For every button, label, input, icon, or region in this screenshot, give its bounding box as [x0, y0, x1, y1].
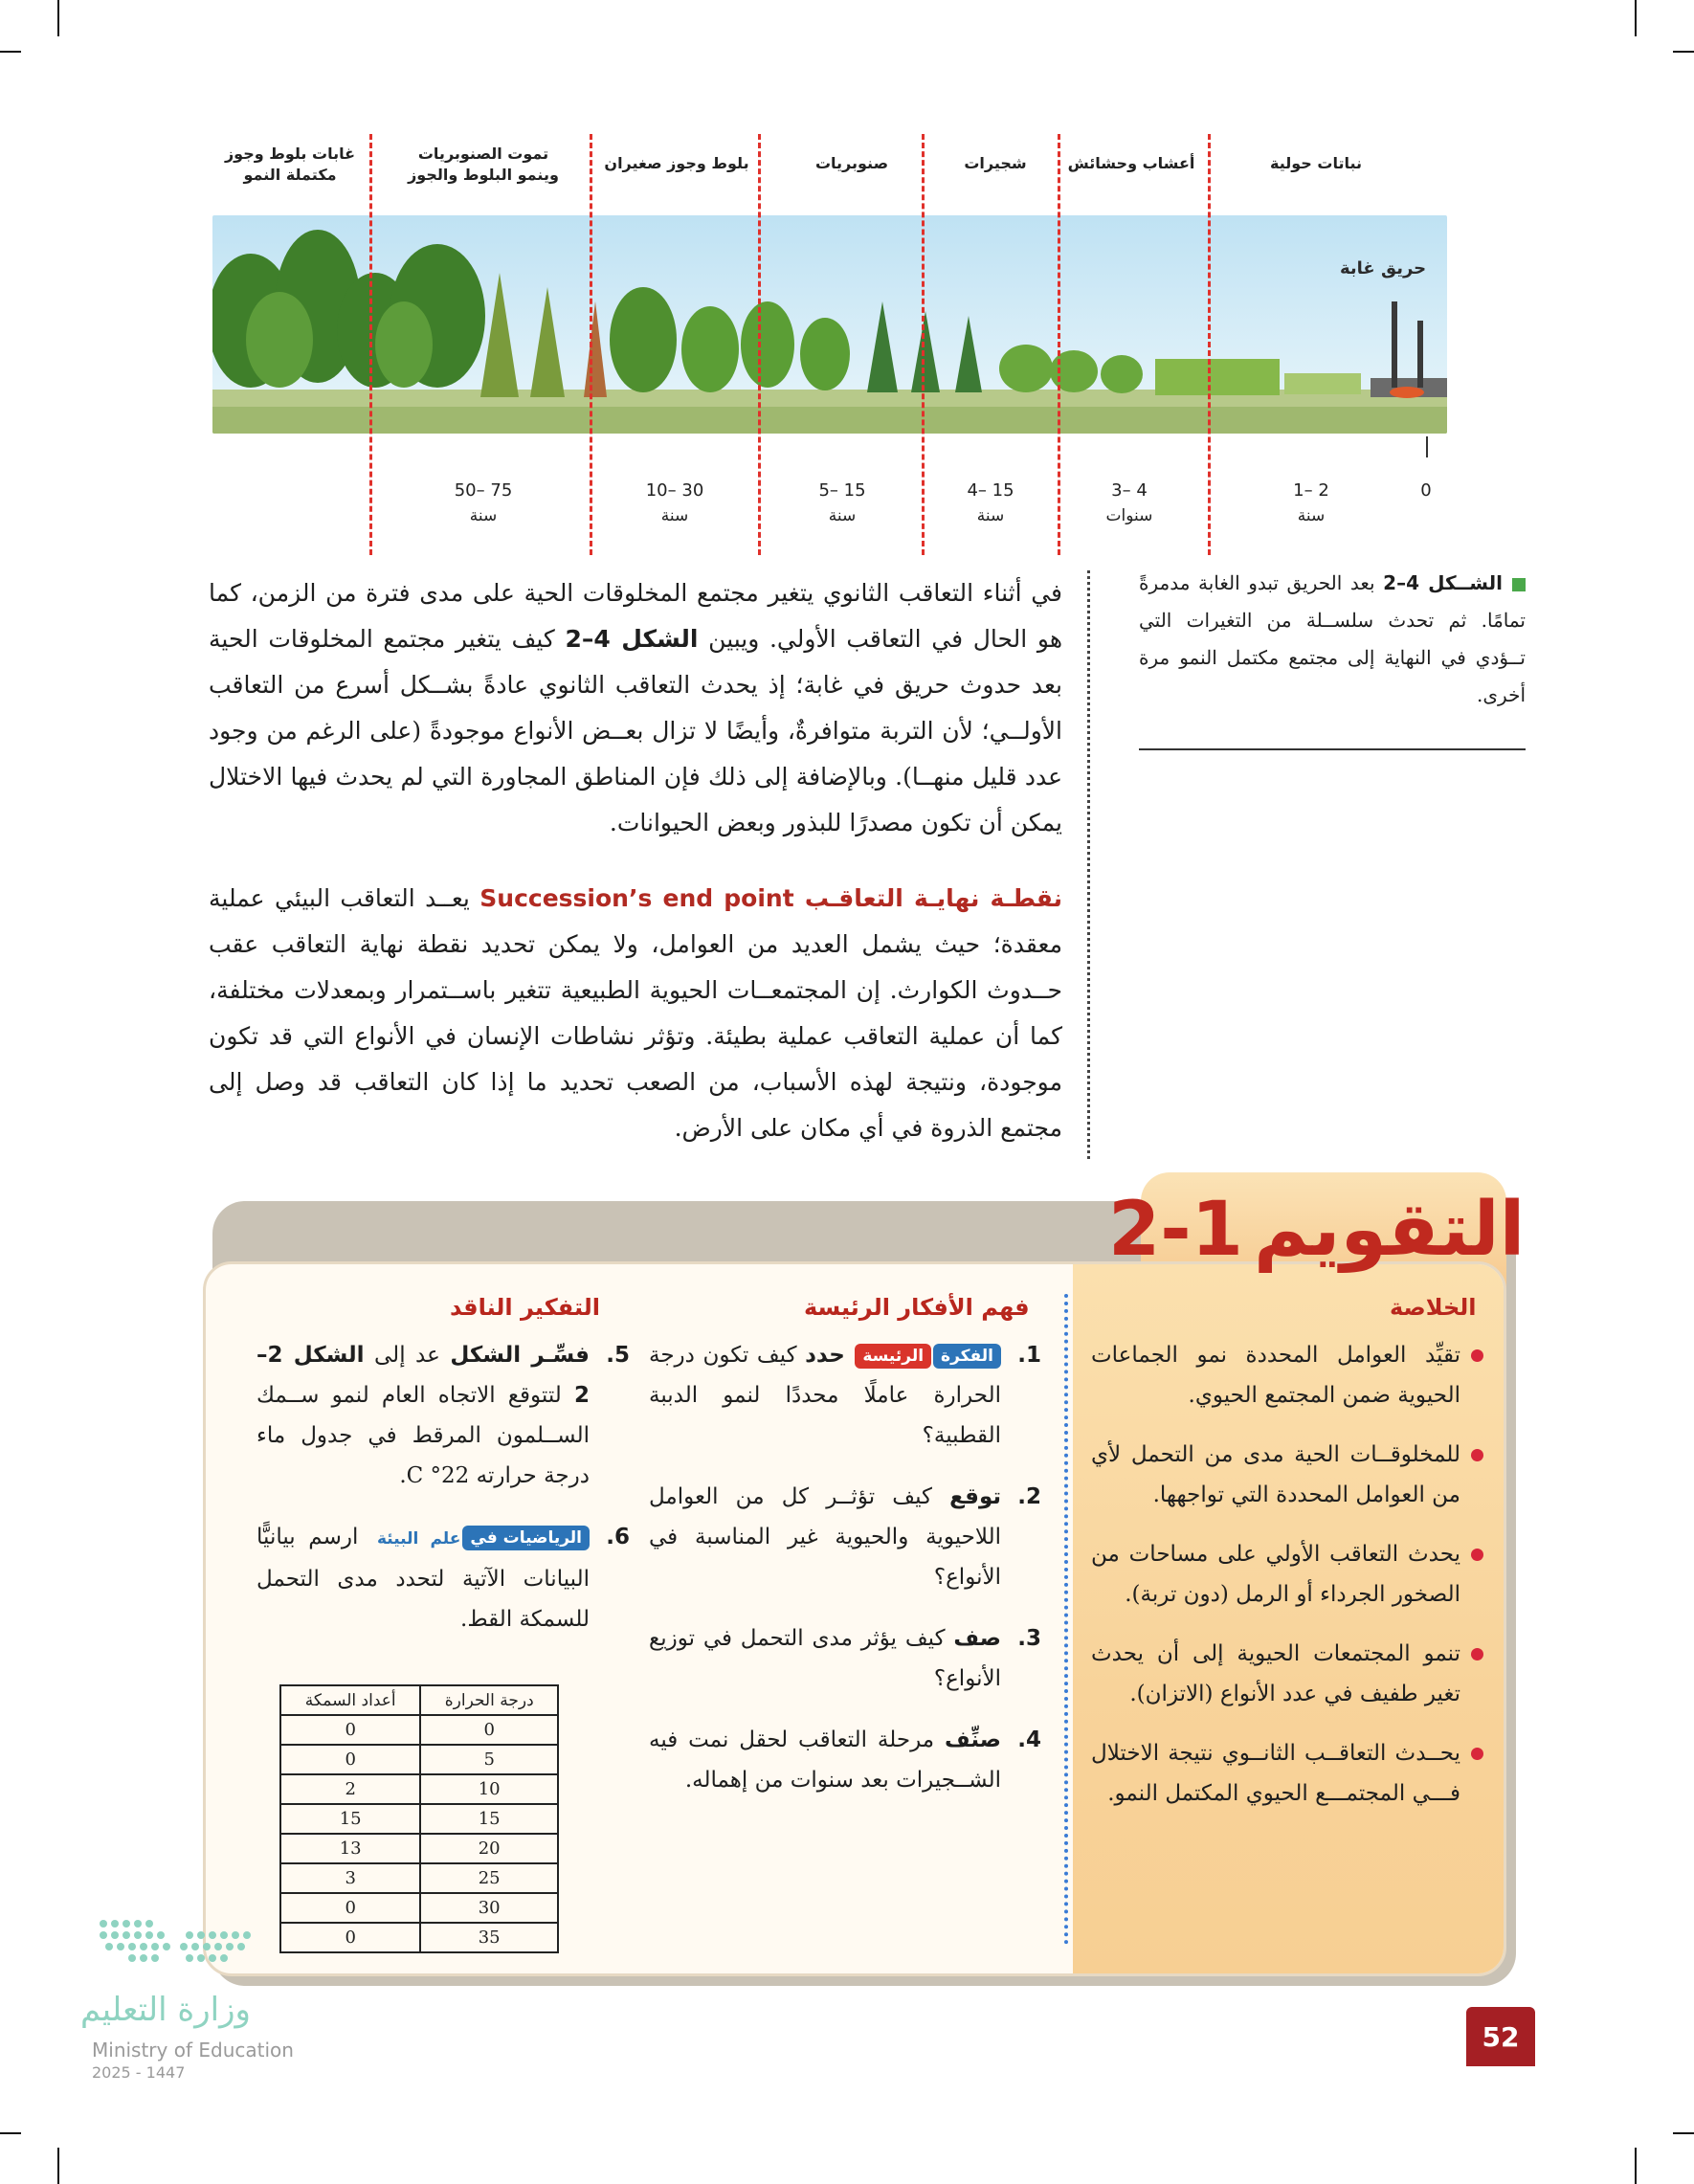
main-idea-badge-2: الرئيسة	[855, 1344, 931, 1369]
summary-item: تنمو المجتمعات الحيوية إلى أن يحدث تغير طفيف في عدد الأنواع (الاتزان).	[1091, 1634, 1483, 1714]
time-zero-tick	[1426, 436, 1428, 457]
table-row	[280, 1923, 558, 1952]
year-label: 4– 15 سنة	[967, 480, 1014, 525]
figure-caption	[1139, 565, 1526, 714]
assessment-number: 2-1	[1108, 1187, 1243, 1273]
table-cell: 0	[280, 1715, 420, 1745]
table-row	[280, 1863, 558, 1893]
stage-divider	[590, 134, 592, 555]
table-row	[280, 1834, 558, 1863]
body-paragraph-1	[209, 570, 1062, 846]
caption-marker	[1512, 578, 1526, 591]
crop-mark	[0, 51, 21, 53]
question-number: 4.	[1017, 1727, 1041, 1752]
page-number: 52	[1466, 2007, 1535, 2066]
main-ideas-questions	[649, 1335, 1041, 1821]
question-text: كيف تؤثــر كل من العوامل اللاحيوية والحيوية غير المناسبة في الأنواع؟	[649, 1484, 1001, 1590]
summary-item: للمخلوقــات الحية مدى من التحمل لأي من العوامل المحددة التي تواجهها.	[1091, 1435, 1483, 1515]
question-verb: حدد	[805, 1343, 845, 1368]
critical-thinking-questions	[256, 1335, 630, 1660]
section-heading: نقطـة نهايـة التعاقـب Succession’s end point	[479, 884, 1062, 912]
column-header: درجة الحرارة	[420, 1685, 558, 1715]
question-text: كيف تكون درجة الحرارة عاملًا محددًا لنمو الدببة القطبية؟	[649, 1343, 1001, 1448]
bullet-dot	[1471, 1449, 1483, 1461]
table-cell: 15	[420, 1804, 558, 1834]
summary-heading: الخلاصة	[1390, 1294, 1477, 1321]
ecology-badge: علم البيئة	[376, 1529, 461, 1549]
question-text: لتتوقع الاتجاه العام لنمو ســمك الســلمون المرقط في جدول ماء درجة حرارته 22° C.	[256, 1383, 590, 1488]
summary-item: يحــدث التعاقــب الثانــوي نتيجة الاختلال فـــي المجتمـــع الحيوي المكتمل النمو.	[1091, 1733, 1483, 1814]
year-label: 0	[1420, 480, 1432, 501]
caption-text: بعد الحريق تبدو الغابة مدمرةً تمامًا. ثم تحدث سلســلة من التغيرات التي تــؤدي في النهاية إلى مجتمع مكتمل النمو مرة أخرى.	[1139, 571, 1526, 706]
fire-label: حريق غابة	[1340, 258, 1427, 279]
stage-divider	[922, 134, 925, 555]
body-text: في أثناء التعاقب الثانوي يتغير مجتمع المخلوقات الحية على مدى فترة من الزمن، كما هو الحال في التعاقب الأولي. ويبين	[209, 579, 1062, 653]
table-cell: 0	[280, 1893, 420, 1923]
catfish-data-table	[279, 1684, 559, 1953]
ministry-name-english: Ministry of Education	[92, 2039, 294, 2061]
critical-thinking-heading: التفكير الناقد	[450, 1294, 600, 1321]
table-row	[280, 1745, 558, 1774]
question-verb: صنِّف	[944, 1727, 1001, 1752]
summary-list	[1091, 1335, 1483, 1833]
main-idea-badge: الفكرة	[933, 1344, 1001, 1369]
stage-label-conifers-die: تموت الصنوبريات وينمو البلوط والجوز	[408, 145, 559, 184]
question-item	[649, 1477, 1041, 1597]
table-header-row	[280, 1685, 558, 1715]
question-verb: فسِّـر الشكل	[450, 1343, 590, 1368]
stage-divider	[369, 134, 372, 555]
crop-mark	[1635, 2148, 1637, 2184]
question-text: ارسم بيانيًّا البيانات الآتية لتحدد مدى التحمل للسمكة القط.	[256, 1525, 590, 1632]
caption-rule	[1139, 748, 1526, 750]
body-text: كيف يتغير مجتمع المخلوقات الحية بعد حدوث حريق في غابة؛ إذ يحدث التعاقب الثانوي عادةً بشــكل أسرع من التعاقب الأولــي؛ لأن التربة متوافرةٌ، وأيضًا لا تزال بعــض الأنواع موجودةً (على الرغم من وجود عدد قليل منهــا). وبالإضافة إلى ذلك فإن المناطق المجاورة التي لم يحدث فيها الاختلال يمكن أن تكون مصدرًا للبذور وبعض الحيوانات.	[209, 625, 1062, 836]
figure-reference: الشكل 4–2	[565, 625, 699, 653]
math-badge: الرياضيات في	[462, 1526, 590, 1550]
question-number: 3.	[1017, 1626, 1041, 1651]
crop-mark	[57, 0, 59, 36]
year-label: 5– 15 سنة	[818, 480, 866, 525]
question-text: كيف يؤثر مدى التحمل في توزيع الأنواع؟	[649, 1626, 1001, 1691]
table-cell: 20	[420, 1834, 558, 1863]
year-label: 10– 30 سنة	[645, 480, 704, 525]
table-cell: 13	[280, 1834, 420, 1863]
stage-label-young-oak: بلوط وجوز صغيران	[604, 154, 749, 172]
question-number: 2.	[1017, 1484, 1041, 1509]
year-label: 50– 75 سنة	[454, 480, 513, 525]
edition-year: 2025 - 1447	[92, 2063, 186, 2082]
table-row	[280, 1893, 558, 1923]
year-label: 1– 2 سنة	[1293, 480, 1329, 525]
question-text: عد إلى	[364, 1343, 451, 1368]
table-cell: 15	[280, 1804, 420, 1834]
summary-item: يحدث التعاقب الأولي على مساحات من الصخور الجرداء أو الرمل (دون تربة).	[1091, 1534, 1483, 1615]
crop-mark	[1673, 2132, 1694, 2134]
table-cell: 3	[280, 1863, 420, 1893]
question-item	[649, 1335, 1041, 1456]
stage-divider	[758, 134, 761, 555]
question-verb: صف	[953, 1626, 1001, 1651]
crop-mark	[1673, 51, 1694, 53]
question-item	[256, 1517, 630, 1639]
summary-item: تقيِّد العوامل المحددة نمو الجماعات الحيوية ضمن المجتمع الحيوي.	[1091, 1335, 1483, 1415]
caption-label: الشــكل 4–2	[1383, 571, 1503, 594]
stage-divider	[1058, 134, 1060, 555]
column-header: أعداد السمكة	[280, 1685, 420, 1715]
stage-label-grasses: أعشاب وحشائش	[1067, 154, 1195, 172]
table-cell: 10	[420, 1774, 558, 1804]
table-cell: 0	[280, 1923, 420, 1952]
table-cell: 25	[420, 1863, 558, 1893]
column-separator	[1087, 570, 1090, 1159]
body-text: يعــد التعاقب البيئي عملية معقدة؛ حيث يشمل العديد من العوامل، ولا يمكن تحديد نقطة نهاية التعاقب عقب حــدوث الكوارث. إن المجتمعــات الحيوية الطبيعية تتغير باســتمرار وبمعدلات مختلفة، كما أن عملية التعاقب عملية بطيئة. وتؤثر نشاطات الإنسان في الأنواع التي قد تكون موجودة، ونتيجة لهذه الأسباب، من الصعب تحديد ما إذا كان التعاقب قد وصل إلى مجتمع الذروة في أي مكان على الأرض.	[209, 884, 1062, 1142]
stage-divider	[1208, 134, 1211, 555]
question-item	[649, 1720, 1041, 1800]
table-cell: 0	[420, 1715, 558, 1745]
table-row	[280, 1804, 558, 1834]
forest-landscape-illustration	[212, 215, 1447, 434]
table-cell: 35	[420, 1923, 558, 1952]
table-cell: 0	[280, 1745, 420, 1774]
crop-mark	[57, 2148, 59, 2184]
crop-mark	[0, 2132, 21, 2134]
table-cell: 5	[420, 1745, 558, 1774]
question-item	[649, 1618, 1041, 1699]
panel-separator	[1064, 1294, 1068, 1945]
question-number: 6.	[606, 1525, 630, 1549]
year-label: 3– 4 سنوات	[1105, 480, 1153, 525]
table-cell: 2	[280, 1774, 420, 1804]
table-row	[280, 1715, 558, 1745]
question-verb: توقع	[949, 1484, 1001, 1509]
crop-mark	[1635, 0, 1637, 36]
ministry-name-arabic: وزارة التعليم	[80, 1991, 251, 2029]
stage-label-shrubs: شجيرات	[964, 154, 1027, 172]
figure-reference: الشكل 2–2	[256, 1343, 590, 1408]
question-number: 5.	[606, 1343, 630, 1368]
question-number: 1.	[1017, 1343, 1041, 1368]
question-text: مرحلة التعاقب لحقل نمت فيه الشــجيرات بعد سنوات من إهماله.	[649, 1727, 1001, 1793]
stage-label-annuals: نباتات حولية	[1269, 154, 1362, 172]
bullet-dot	[1471, 1349, 1483, 1362]
body-paragraph-2	[209, 876, 1062, 1151]
assessment-title: التقويم	[1254, 1187, 1526, 1273]
main-ideas-heading: فهم الأفكار الرئيسة	[804, 1294, 1030, 1321]
stage-label-mature-forest: غابات بلوط وجوز مكتملة النمو	[224, 145, 356, 184]
bullet-dot	[1471, 1748, 1483, 1760]
ministry-logo-icon	[94, 1914, 266, 1986]
bullet-dot	[1471, 1549, 1483, 1561]
table-cell: 30	[420, 1893, 558, 1923]
stage-label-conifers: صنوبريات	[814, 154, 889, 172]
table-row	[280, 1774, 558, 1804]
bullet-dot	[1471, 1648, 1483, 1660]
question-item	[256, 1335, 630, 1496]
